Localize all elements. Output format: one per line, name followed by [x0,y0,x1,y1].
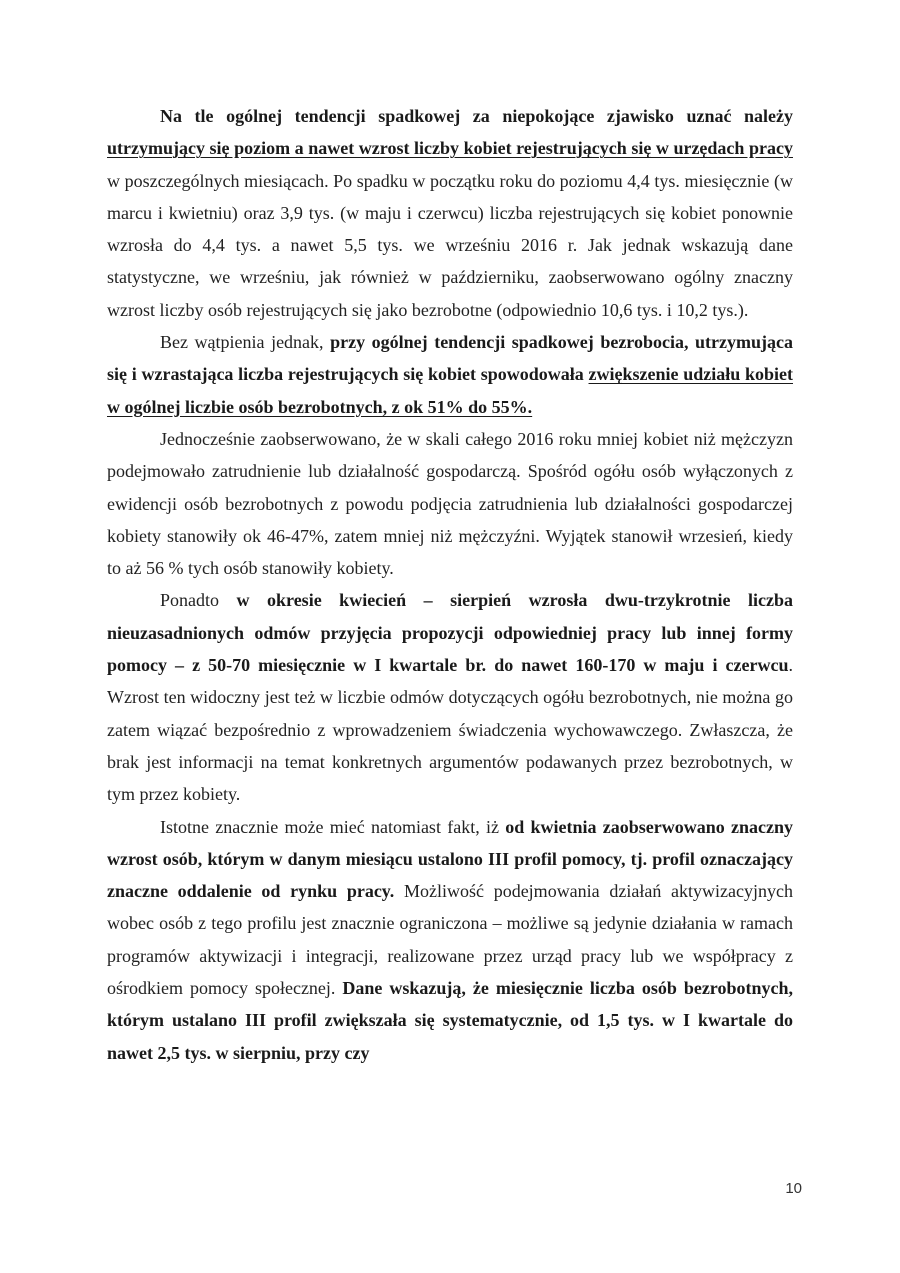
text-span: Na tle ogólnej tendencji spadkowej za niepokojące zjawisko uznać należy [160,106,793,126]
text-span: utrzymujący się poziom a nawet wzrost liczby kobiet rejestrujących się w urzędach pracy [107,138,793,159]
text-span: zwiększenie udziału kobiet w ogólnej liczbie osób bezrobotnych, z ok 51% do 55%. [107,364,793,417]
text-span: Dane wskazują, że miesięcznie liczba osób bezrobotnych, którym ustalano III profil zwiększała się systematycznie, od 1,5 tys. w I kwartale do nawet 2,5 tys. w sierpniu, przy czy [107,978,793,1063]
text-span: od kwietnia zaobserwowano znaczny wzrost osób, którym w danym miesiącu ustalono III profil pomocy, tj. profil oznaczający znaczne oddalenie od rynku pracy. [107,816,794,902]
text-span: w okresie kwiecień – sierpień wzrosła dwu-trzykrotnie liczba nieuzasadnionych odmów przyjęcia propozycji odpowiedniej pracy lub innej formy pomocy – z 50-70 miesięcznie w I kwartale br. do nawet 160-170 w maju i czerwcu [107,590,793,676]
text-span: Istotne znacznie może mieć natomiast fakt, iż [160,816,506,837]
paragraph [107,584,793,810]
document-body [107,100,793,1069]
text-span: Możliwość podejmowania działań aktywizacyjnych wobec osób z tego profilu jest znacznie ograniczona – możliwe są jedynie działania w ramach programów aktywizacji i integracji, realizowane przez urząd pracy lub we współpracy z ośrodkiem pomocy społecznej. [107,881,793,999]
text-span: przy ogólnej tendencji spadkowej bezrobocia, utrzymująca się i wzrastająca liczba rejestrujących się kobiet spowodowała [107,332,794,385]
text-span: Bez wątpienia jednak, [160,332,331,353]
paragraph [107,100,793,326]
page-number: 10 [785,1180,802,1197]
text-span: w poszczególnych miesiącach. Po spadku w początku roku do poziomu 4,4 tys. miesięcznie (w marcu i kwietniu) oraz 3,9 tys. (w maju i czerwcu) liczba rejestrujących się kobiet ponownie wzrosła do 4,4 tys. a nawet 5,5 tys. we wrześniu 2016 r. Jak jednak wskazują dane statystyczne, we wrześniu, jak również w październiku, zaobserwowano ogólny znaczny wzrost liczby osób rejestrujących się jako bezrobotne (odpowiednio 10,6 tys. i 10,2 tys.). [107,170,793,320]
paragraph [107,326,793,423]
text-span: Ponadto [160,590,237,611]
text-span: . Wzrost ten widoczny jest też w liczbie odmów dotyczących ogółu bezrobotnych, nie można go zatem wiązać bezpośrednio z wprowadzeniem świadczenia wychowawczego. Zwłaszcza, że brak jest informacji na temat konkretnych argumentów podawanych przez bezrobotnych, w tym przez kobiety. [107,655,793,805]
paragraph [107,811,793,1069]
text-span: Jednocześnie zaobserwowano, że w skali całego 2016 roku mniej kobiet niż mężczyzn podejmowało zatrudnienie lub działalność gospodarczą. Spośród ogółu osób wyłączonych z ewidencji osób bezrobotnych z powodu podjęcia zatrudnienia lub działalności gospodarczej kobiety stanowiły ok 46-47%, zatem mniej niż mężczyźni. Wyjątek stanowił wrzesień, kiedy to aż 56 % tych osób stanowiły kobiety. [107,428,793,579]
paragraph [107,423,793,584]
